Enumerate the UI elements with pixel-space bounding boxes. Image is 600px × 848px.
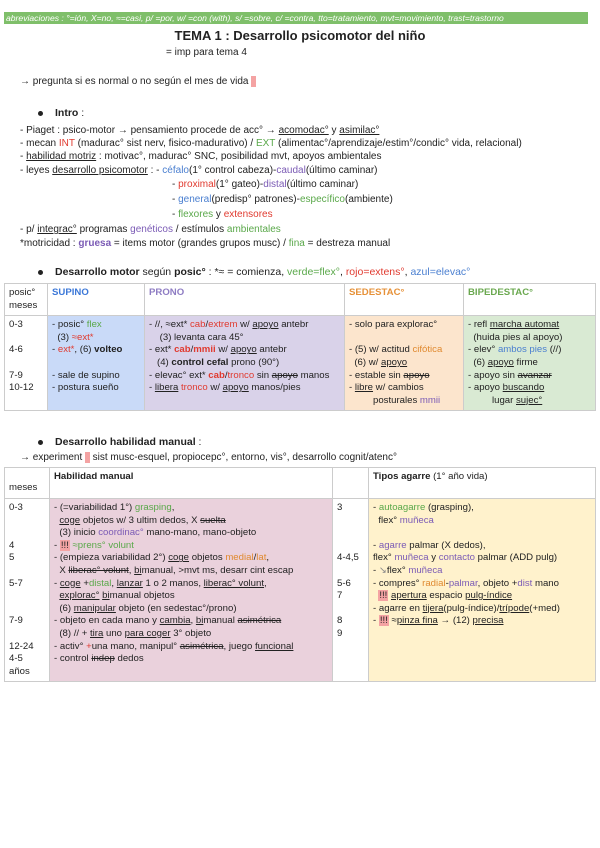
bipedestac-cell (464, 316, 596, 411)
tipos-line: - autoagarre (grasping), (373, 502, 474, 513)
motricidad-text2: = destreza manual (304, 238, 391, 249)
month-7-9: 7-9 (9, 369, 23, 381)
ley-flexores: flexores (178, 209, 214, 220)
supino-line: - sale de supino (52, 369, 120, 381)
bipedestac-line: - apoyo buscando (468, 382, 545, 394)
motor-col-sedestac: SEDESTAC° (345, 284, 464, 316)
piaget-text: - Piaget : psico-motor → pensamiento procede de acc° → (20, 125, 279, 136)
tipos-line: - agarre palmar (X dedos), (373, 539, 486, 551)
ley-cefalo: céfalo (162, 165, 189, 176)
integrac-label: integrac° (37, 224, 77, 235)
ley-proximal: proximal (178, 179, 216, 190)
sedestac-cell (345, 316, 464, 411)
tipos-line: - ↘flex° muñeca (373, 564, 443, 576)
tipos-label: Tipos agarre (373, 471, 431, 482)
manual-heading (38, 436, 201, 448)
month-right: 4-4,5 (337, 552, 359, 564)
tipos-line: flex° muñeca y contacto palmar (ADD pulg) (373, 552, 558, 564)
habilidad-line: - objeto en cada mano y cambia, bimanual asimétrica (54, 615, 282, 627)
habilidad-line: (8) // + tira uno para coger 3° objeto (54, 627, 212, 639)
motor-col-bipedestac: BIPEDESTAC° (464, 284, 596, 316)
bipedestac-line: (6) apoyo firme (468, 356, 538, 368)
habilidad-line: - !!! ≈prens° volunt (54, 539, 134, 551)
integrac-text1: programas (76, 224, 131, 235)
mecan-ext-text: (alimentac°/aprendizaje/estim°/condic° vida, relacional) (275, 138, 522, 149)
sedestac-line: posturales mmii (349, 394, 441, 406)
prono-line: (4) control cefal prono (90°) (149, 356, 280, 368)
question-line (20, 75, 256, 88)
intro-heading (38, 107, 84, 119)
bipedestac-line: - elev° ambos pies (//) (468, 344, 562, 356)
habilidad-line: - (empieza variabilidad 2°) coge objetos medial/lat, (54, 552, 270, 564)
manual-months-right (333, 499, 369, 682)
supino-line: - ext*, (6) volteo (52, 344, 123, 356)
leyes-sep: : - (147, 165, 163, 176)
question-text: → pregunta si es normal o no según el mes de vida (20, 76, 249, 87)
bipedestac-line: (huida pies al apoyo) (468, 331, 563, 343)
ley-cefalo-desc: (1° control cabeza)- (188, 165, 277, 176)
bullet-icon (38, 440, 43, 445)
motor-heading-suffix: según (139, 266, 175, 278)
motor-months (5, 316, 48, 411)
month-4-6: 4-6 (9, 344, 23, 356)
page-subtitle: = imp para tema 4 (166, 47, 247, 58)
experiment-text: sist musc-esquel, propiocepc°, entorno, vis°, desarrollo cognit/atenc° (89, 452, 397, 463)
intro-heading-colon: : (78, 107, 85, 119)
integrac-prefix: - p/ (20, 224, 38, 235)
supino-line: (3) ≈ext* (52, 331, 94, 343)
ley-distal: distal (263, 179, 287, 190)
manual-experiment (20, 451, 397, 464)
page-title: TEMA 1 : Desarrollo psicomotor del niño (174, 28, 426, 43)
habilidad-line: - coge +distal, lanzar 1 o 2 manos, liberac° volunt, (54, 577, 267, 589)
tipos-line: flex° muñeca (373, 514, 434, 526)
month-left: 0-3 (9, 502, 23, 513)
intro-leyes (20, 164, 378, 177)
sedestac-line: - libre w/ cambios (349, 382, 424, 394)
piaget-asimilac: asimilac° (339, 125, 380, 136)
habilidad-line: (3) inicio coordinac° mano-mano, mano-objeto (54, 527, 257, 539)
leyes-prefix: - leyes (20, 165, 53, 176)
tipos-line: - compres° radial-palmar, objeto +dist mano (373, 577, 559, 589)
manual-heading-label: Desarrollo habilidad manual (55, 436, 196, 448)
supino-line: - postura sueño (52, 382, 119, 394)
month-0-3: 0-3 (9, 319, 23, 331)
leyes-label: desarrollo psicomotor (52, 165, 148, 176)
sedestac-line: (6) w/ apoyo (349, 356, 408, 368)
motor-heading: Desarrollo motor según posic° : *≈ = comienza, verde=flex°, rojo=extens°, azul=elevac° (38, 266, 470, 278)
tipos-line: - !!! ≈pinza fina → (12) precisa (373, 615, 504, 627)
motor-table-row (5, 316, 596, 411)
ley-y: y (213, 209, 224, 220)
intro-ley-flexores: - flexores y extensores (172, 209, 273, 220)
sedestac-line: - estable sin apoyo (349, 369, 430, 381)
month-10-12: 10-12 (9, 382, 34, 394)
prono-line: - elevac° ext* cab/tronco sin apoyo manos (149, 369, 330, 381)
manual-col-blank (333, 468, 369, 499)
prono-line: - ext* cab/mmii w/ apoyo antebr (149, 344, 287, 356)
motricidad-fina: fina (288, 238, 305, 249)
intro-habilidad (20, 150, 382, 163)
motor-table-header (5, 284, 596, 316)
manual-heading-colon: : (195, 436, 202, 448)
mecan-int: INT (58, 138, 75, 149)
motor-heading-posic: posic° (174, 266, 206, 278)
bipedestac-line: - apoyo sin avanzar (468, 369, 552, 381)
motricidad-text1: = items motor (grandes grupos musc) / (111, 238, 289, 249)
sedestac-line: - solo para explorac° (349, 319, 438, 331)
highlight-marker (251, 76, 256, 87)
legend-rojo: rojo=extens° (345, 266, 405, 278)
habilidad-line: (6) manipular objeto (en sedestac°/prono) (54, 602, 237, 614)
habilidad-line: - activ° +una mano, manipul° asimétrica, juego funcional (54, 640, 294, 652)
motor-col-prono: PRONO (145, 284, 345, 316)
habilidad-label: habilidad motriz (26, 151, 97, 162)
month-right: 3 (337, 502, 343, 513)
month-left: 5-7 (9, 577, 23, 589)
manual-col-tipos (369, 468, 596, 499)
month-left: 4 (9, 539, 15, 551)
habilidad-cell (50, 499, 333, 682)
bullet-icon (38, 111, 43, 116)
intro-ley-general: - general(predisp° patrones)-específico(ambiente) (172, 194, 393, 205)
motricidad-gruesa: gruesa (78, 238, 112, 249)
month-left: 4-5 años (9, 653, 30, 677)
habilidad-line: - (=variabilidad 1°) grasping, (54, 502, 175, 513)
motor-col-posic: posic° meses (5, 284, 48, 316)
manual-col-meses: meses (5, 468, 50, 499)
ley-proximal-desc: (1° gateo)- (215, 179, 264, 190)
prono-line: - //, ≈ext* cab/extrem w/ apoyo antebr (149, 319, 309, 331)
habilidad-line: coge objetos w/ 3 ultim dedos, X suelta (59, 514, 226, 526)
ley-caudal-desc: (último caminar) (305, 165, 378, 176)
manual-table-header (5, 468, 596, 499)
experiment-prefix: → experiment (20, 452, 86, 463)
motor-heading-legend: : *≈ = comienza, (205, 266, 288, 278)
motor-table (4, 283, 596, 411)
month-right: 9 (337, 627, 343, 639)
sedestac-line: - (5) w/ actitud cifótica (349, 344, 443, 356)
tipos-suffix: (1° año vida) (430, 471, 488, 482)
habilidad-text: : motivac°, madurac° SNC, posibilidad mvt, apoyos ambientales (96, 151, 382, 162)
month-right: 5-6 (337, 577, 351, 589)
manual-col-habilidad: Habilidad manual (50, 468, 333, 499)
intro-heading-label: Intro (55, 107, 79, 119)
manual-table (4, 467, 596, 682)
tipos-line: - agarre en tijera(pulg-índice)/trípode(+med) (373, 602, 560, 614)
prono-cell (145, 316, 345, 411)
month-left: 12-24 (9, 640, 34, 652)
integrac-ambientales: ambientales (226, 224, 281, 235)
legend-azul: azul=elevac° (410, 266, 471, 278)
intro-ley-proximal: - proximal(1° gateo)-distal(último caminar) (172, 179, 359, 190)
legend-verde: verde=flex° (287, 266, 340, 278)
mecan-prefix: - mecan (20, 138, 59, 149)
ley-especifico-desc: (ambiente) (344, 194, 393, 205)
tipos-cell (369, 499, 596, 682)
supino-cell (48, 316, 145, 411)
piaget-acomodac: acomodac° (278, 125, 329, 136)
abbreviations-banner: abreviaciones : °=ión, X=no, ≈=casi, p/ =por, w/ =con (with), s/ =sobre, c/ =contra, tto=tratamiento, mvt=movimiento, trast=trastorno (4, 12, 588, 24)
bipedestac-line: - refl marcha automat (468, 319, 560, 331)
prono-line: (3) levanta cara 45° (149, 331, 244, 343)
mecan-ext: EXT (255, 138, 276, 149)
tipos-line: !!! apertura espacio pulg-índice (379, 590, 513, 602)
ley-especifico: específico (299, 194, 345, 205)
manual-table-row (5, 499, 596, 682)
motor-heading-label: Desarrollo motor (55, 266, 140, 278)
intro-integrac (20, 223, 281, 236)
intro-mecan (20, 137, 522, 150)
intro-piaget (20, 124, 379, 137)
ley-general: general (178, 194, 212, 205)
habilidad-line: explorac° bimanual objetos (59, 590, 175, 602)
month-left: 7-9 (9, 615, 23, 627)
supino-line: - posic° flex (52, 319, 102, 331)
ley-general-desc: (predisp° patrones)- (211, 194, 300, 205)
bipedestac-line: lugar sujec° (468, 394, 543, 406)
habilidad-prefix: - (20, 151, 27, 162)
intro-motricidad (20, 237, 390, 250)
ley-caudal: caudal (276, 165, 306, 176)
habilidad-line: X liberac° volunt, bimanual, >mvt ms, desarr cint escap (54, 564, 294, 576)
mecan-int-text: (madurac° sist nerv, fisico-madurativo) / (74, 138, 256, 149)
motricidad-prefix: *motricidad : (20, 238, 79, 249)
piaget-y: y (328, 125, 340, 136)
month-left: 5 (9, 552, 15, 564)
month-right: 7 (337, 590, 343, 602)
integrac-text2: / estímulos (172, 224, 227, 235)
integrac-geneticos: genéticos (130, 224, 173, 235)
manual-months-left (5, 499, 50, 682)
ley-distal-desc: (último caminar) (286, 179, 359, 190)
month-right: 8 (337, 615, 343, 627)
motor-col-supino: SUPINO (48, 284, 145, 316)
bullet-icon (38, 270, 43, 275)
habilidad-line: - control indep dedos (54, 653, 144, 665)
ley-extensores: extensores (223, 209, 273, 220)
prono-line: - libera tronco w/ apoyo manos/pies (149, 382, 301, 394)
